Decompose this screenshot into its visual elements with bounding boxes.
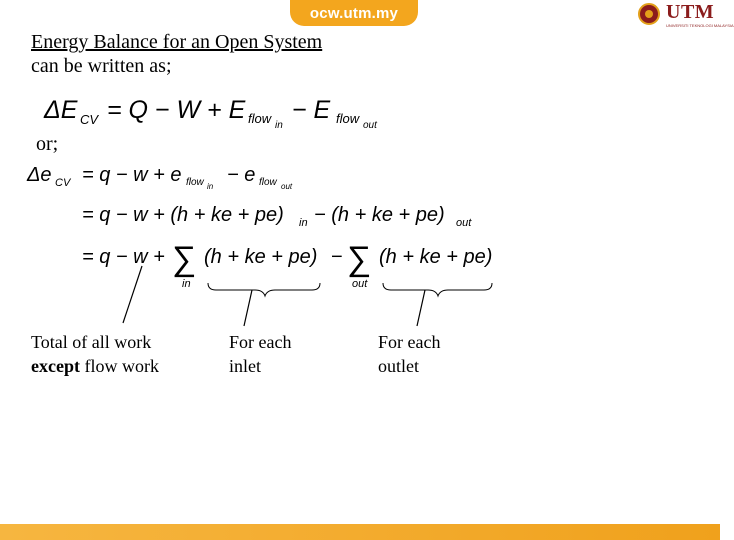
utm-logo-text: UTM bbox=[666, 1, 715, 23]
note-outlet bbox=[378, 330, 440, 378]
eq4-minus: − bbox=[331, 246, 343, 268]
eq1-lhs-sub: CV bbox=[80, 112, 99, 127]
slide-title-line1: Energy Balance for an Open System bbox=[31, 31, 323, 53]
eq1-sub-in: in bbox=[275, 120, 283, 131]
utm-logo-subtext: UNIVERSITI TEKNOLOGI MALAYSIA bbox=[666, 23, 734, 28]
eq1-sub-flow-out: flow bbox=[336, 111, 360, 126]
eq3-sub-in: in bbox=[299, 217, 308, 229]
eq4-sum-in-symbol: ∑ bbox=[172, 240, 197, 278]
or-label: or; bbox=[36, 133, 59, 155]
note-work-line1: Total of all work bbox=[31, 332, 152, 352]
note-outlet-line1: For each bbox=[378, 332, 441, 352]
note-outlet-line2: outlet bbox=[378, 356, 419, 376]
equation-2 bbox=[26, 164, 293, 191]
equation-1 bbox=[43, 96, 378, 131]
pointer-line-work bbox=[123, 266, 142, 323]
eq4-sum-in-label: in bbox=[182, 278, 191, 290]
pointer-line-outlet bbox=[417, 290, 425, 326]
eq3-part2: − (h + ke + pe) bbox=[314, 204, 445, 226]
ocw-site-label: ocw.utm.my bbox=[309, 4, 399, 22]
pointer-line-inlet bbox=[244, 290, 252, 326]
eq4-part1: = q − w + bbox=[82, 246, 165, 268]
equation-3 bbox=[82, 204, 472, 229]
eq1-lhs: ΔE bbox=[44, 96, 78, 124]
eq2-rhs-part2: − e bbox=[227, 164, 256, 186]
equation-4 bbox=[82, 240, 492, 290]
eq2-sub-flow-in: flow bbox=[186, 177, 204, 188]
eq4-term-out: (h + ke + pe) bbox=[379, 246, 493, 268]
eq4-sum-out-label: out bbox=[352, 278, 368, 290]
brace-outlet bbox=[383, 283, 492, 296]
eq2-lhs-sub: CV bbox=[55, 177, 71, 189]
note-work bbox=[31, 330, 159, 378]
note-work-rest: flow work bbox=[79, 356, 159, 376]
eq1-rhs-part1: = Q − W + E bbox=[107, 96, 246, 124]
bottom-accent-strip bbox=[0, 524, 720, 540]
eq1-sub-out: out bbox=[363, 120, 377, 131]
note-work-bold: except bbox=[31, 356, 80, 376]
brace-inlet bbox=[208, 283, 320, 296]
eq3-sub-out: out bbox=[456, 217, 472, 229]
slide-title-line2: can be written as; bbox=[31, 55, 172, 77]
note-inlet-line1: For each bbox=[229, 332, 292, 352]
eq2-sub-out: out bbox=[281, 182, 293, 191]
note-inlet bbox=[229, 330, 291, 378]
eq2-sub-flow-out: flow bbox=[259, 177, 277, 188]
eq4-term-in: (h + ke + pe) bbox=[204, 246, 318, 268]
eq3-part1: = q − w + (h + ke + pe) bbox=[82, 204, 284, 226]
eq1-rhs-part2: − E bbox=[292, 96, 331, 124]
eq1-sub-flow-in: flow bbox=[248, 111, 272, 126]
note-inlet-line2: inlet bbox=[229, 356, 261, 376]
eq4-sum-out-symbol: ∑ bbox=[347, 240, 372, 278]
eq2-rhs-part1: = q − w + e bbox=[82, 164, 182, 186]
eq2-sub-in: in bbox=[207, 182, 214, 191]
eq2-lhs: Δe bbox=[27, 164, 52, 186]
